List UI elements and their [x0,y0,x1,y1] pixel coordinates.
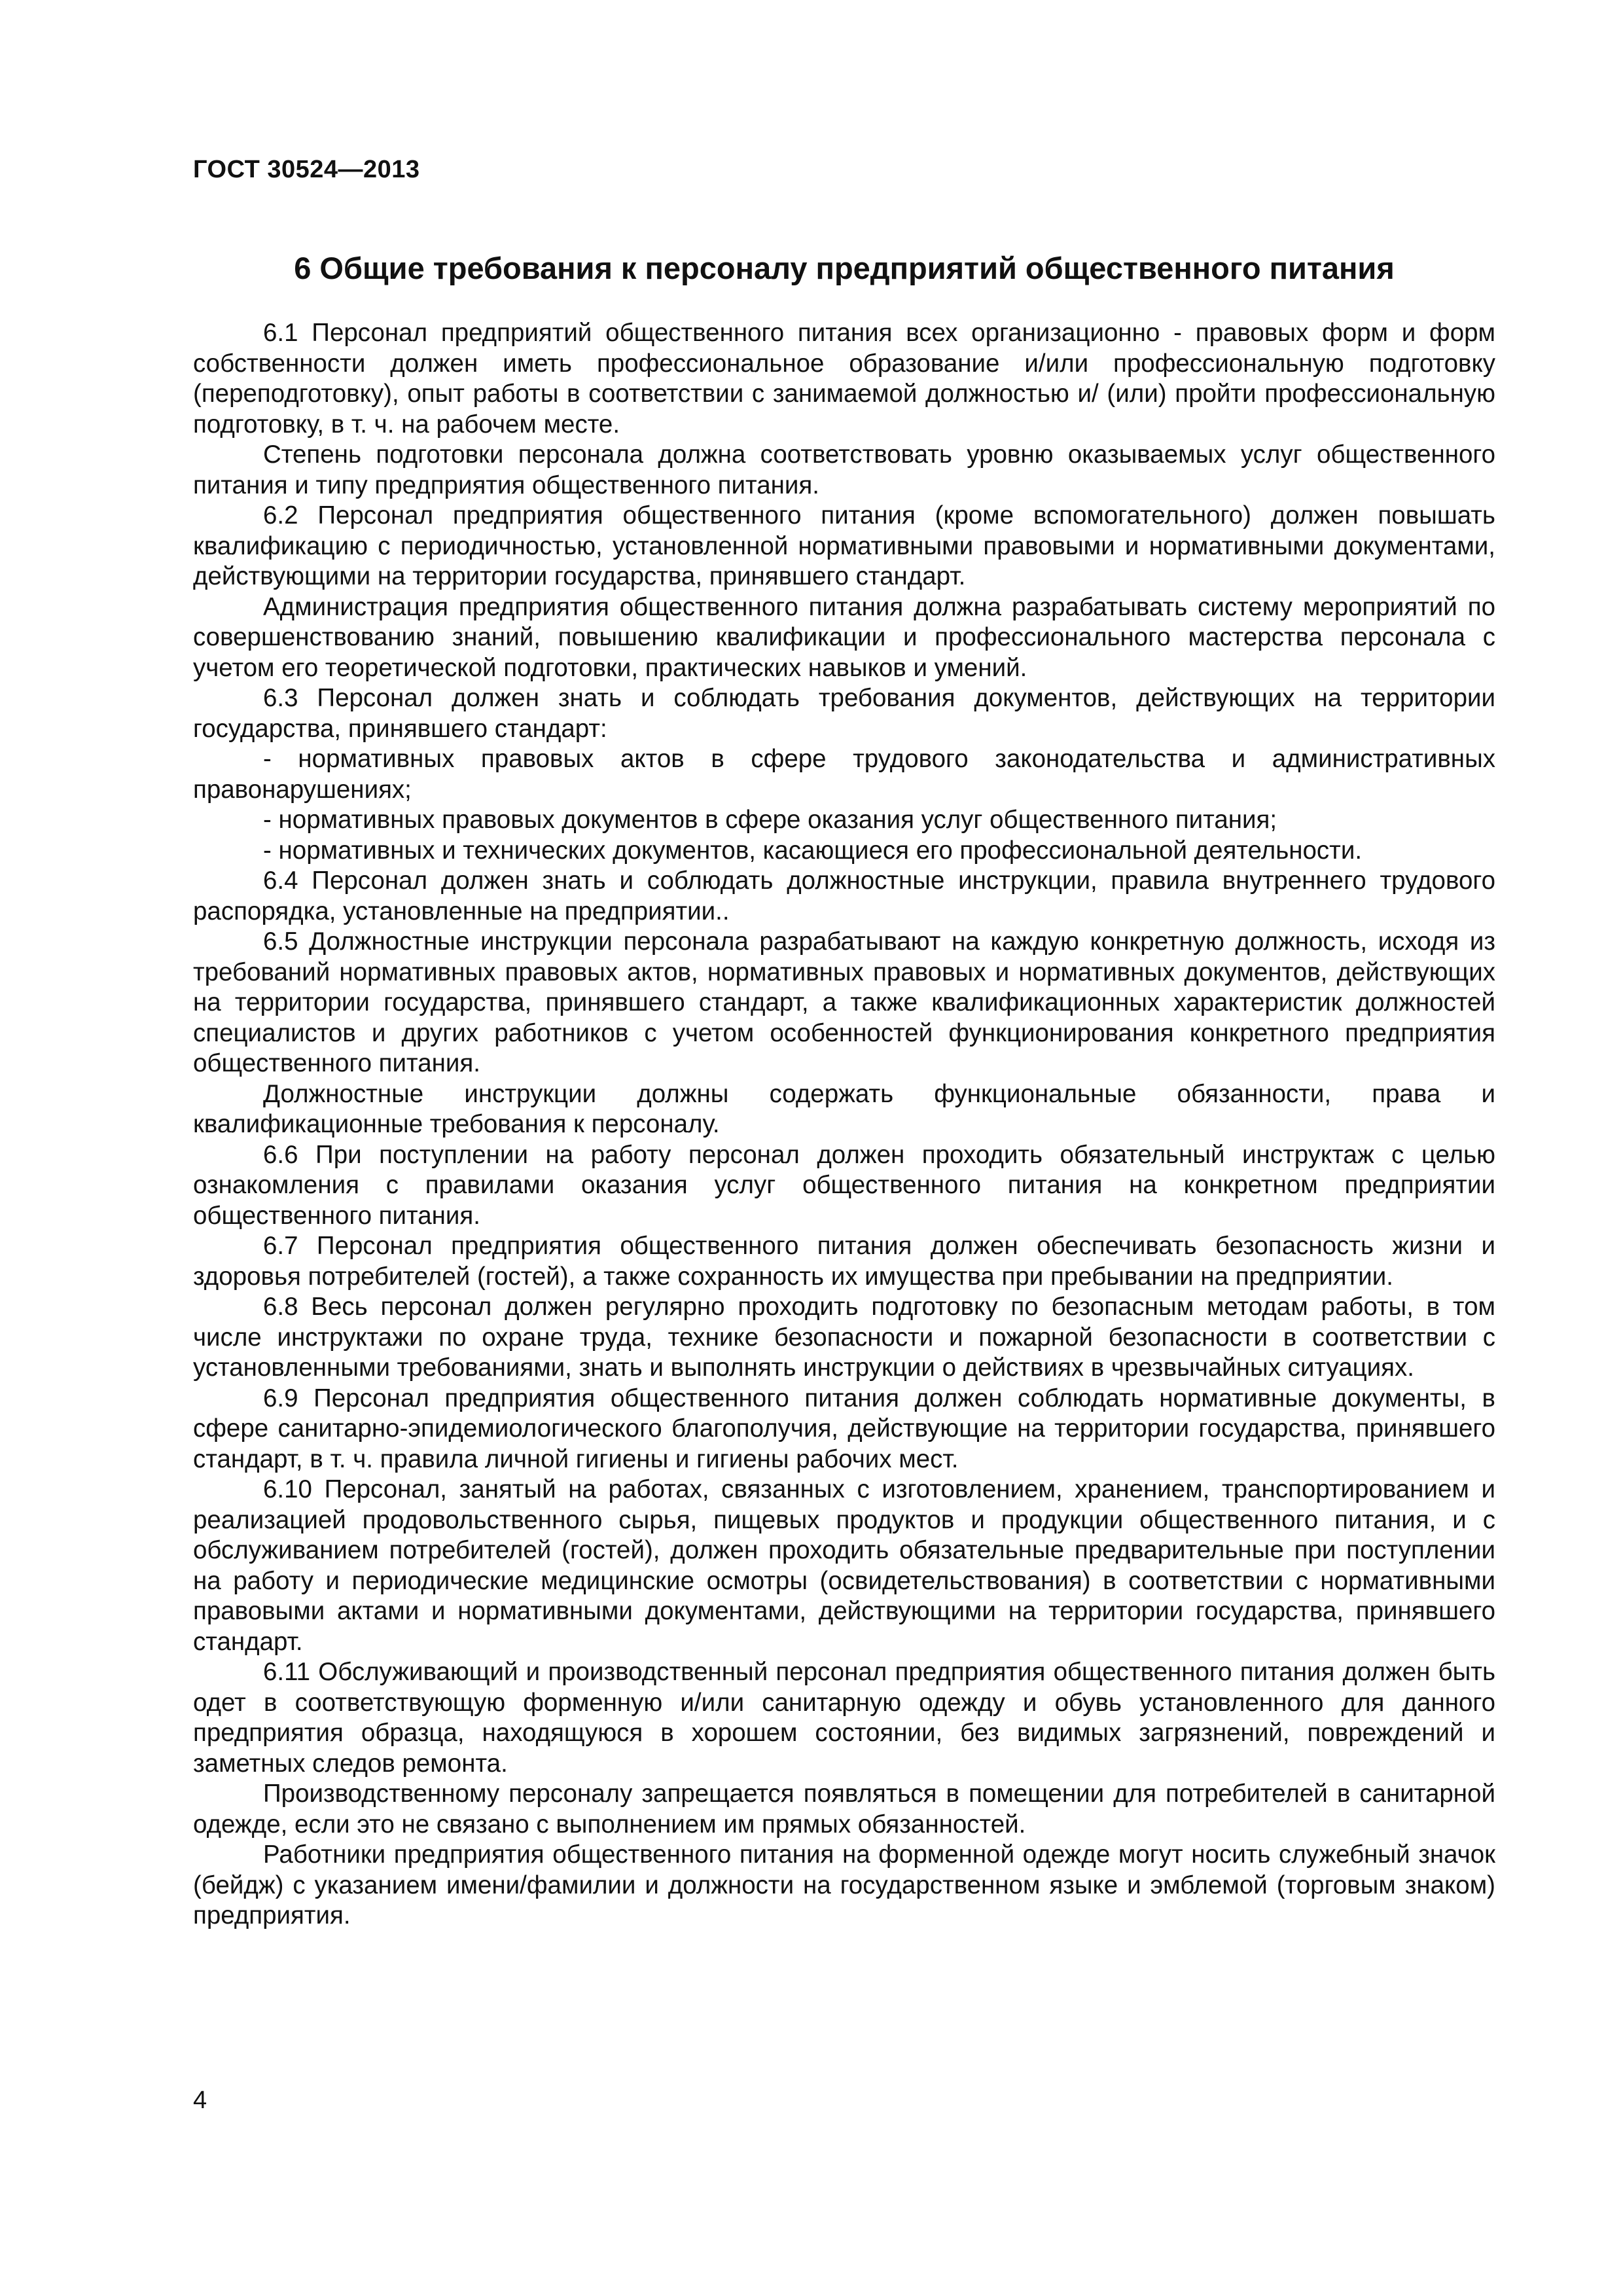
paragraph-6-3: 6.3 Персонал должен знать и соблюдать требования документов, действующих на территории государства, принявшего стандарт: [193,684,1495,743]
list-item-labor-law: - нормативных правовых актов в сфере трудового законодательства и административных правонарушениях; [193,745,1495,804]
paragraph-6-1-degree: Степень подготовки персонала должна соответствовать уровню оказываемых услуг общественного питания и типу предприятия общественного питания. [193,440,1495,499]
paragraph-6-10: 6.10 Персонал, занятый на работах, связанных с изготовлением, хранением, транспортированием и реализацией продовольственного сырья, пищевых продуктов и продукции общественного питания, и с обслуживанием потребителей (гостей), должен проходить обязательные предварительные при поступлении на работу и периодические медицинские осмотры (освидетельствования) в соответствии с нормативными правовыми актами и нормативными документами, действующими на территории государства, принявшего стандарт. [193,1475,1495,1656]
paragraph-6-5-instructions: Должностные инструкции должны содержать функциональные обязанности, права и квалификационные требования к персоналу. [193,1079,1495,1138]
paragraph-6-1: 6.1 Персонал предприятий общественного питания всех организационно - правовых форм и форм собственности должен иметь профессиональное образование и/или профессиональную подготовку (переподготовку), опыт работы в соответствии с занимаемой должностью и/ (или) пройти профессиональную подготовку, в т. ч. на рабочем месте. [193,319,1495,439]
list-item-service-docs: - нормативных правовых документов в сфере оказания услуг общественного питания; [263,806,1277,834]
paragraph-6-2-administration: Администрация предприятия общественного питания должна разрабатывать систему мероприятий по совершенствованию знаний, повышению квалификации и профессионального мастерства персонала с учетом его теоретической подготовки, практических навыков и умений. [193,592,1495,682]
document-id: ГОСТ 30524—2013 [193,156,420,183]
paragraph-6-11-badge: Работники предприятия общественного питания на форменной одежде могут носить служебный значок (бейдж) с указанием имени/фамилии и должности на государственном языке и эмблемой (торговым знаком) предприятия. [193,1840,1495,1929]
paragraph-6-11-restriction: Производственному персоналу запрещается появляться в помещении для потребителей в санитарной одежде, если это не связано с выполнением им прямых обязанностей. [193,1780,1495,1839]
paragraph-6-2: 6.2 Персонал предприятия общественного питания (кроме вспомогательного) должен повышать квалификацию с периодичностью, установленной нормативными правовыми и нормативными документами, действующими на территории государства, принявшего стандарт. [193,501,1495,590]
paragraph-6-4: 6.4 Персонал должен знать и соблюдать должностные инструкции, правила внутреннего трудового распорядка, установленные на предприятии.. [193,867,1495,925]
section-title: 6 Общие требования к персоналу предприятий общественного питания [294,251,1395,285]
document-body [193,318,1495,1931]
paragraph-6-5: 6.5 Должностные инструкции персонала разрабатывают на каждую конкретную должность, исходя из требований нормативных правовых актов, нормативных правовых и нормативных документов, действующих на территории государства, принявшего стандарт, а также квалификационных характеристик должностей специалистов и других работников с учетом особенностей функционирования конкретного предприятия общественного питания. [193,927,1495,1077]
paragraph-6-8: 6.8 Весь персонал должен регулярно проходить подготовку по безопасным методам работы, в том числе инструктажи по охране труда, технике безопасности и пожарной безопасности в соответствии с установленными требованиями, знать и выполнять инструкции о действиях в чрезвычайных ситуациях. [193,1293,1495,1382]
paragraph-6-9: 6.9 Персонал предприятия общественного питания должен соблюдать нормативные документы, в сфере санитарно-эпидемиологического благополучия, действующие на территории государства, принявшего стандарт, в т. ч. правила личной гигиены и гигиены рабочих мест. [193,1384,1495,1473]
list-item-technical-docs: - нормативных и технических документов, касающиеся его профессиональной деятельности. [263,836,1363,865]
paragraph-6-6: 6.6 При поступлении на работу персонал должен проходить обязательный инструктаж с целью ознакомления с правилами оказания услуг общественного питания на конкретном предприятии общественного питания. [193,1140,1495,1230]
paragraph-6-11: 6.11 Обслуживающий и производственный персонал предприятия общественного питания должен быть одет в соответствующую форменную и/или санитарную одежду и обувь установленного для данного предприятия образца, находящуюся в хорошем состоянии, без видимых загрязнений, повреждений и заметных следов ремонта. [193,1658,1495,1778]
page-number: 4 [193,2087,207,2114]
paragraph-6-7: 6.7 Персонал предприятия общественного питания должен обеспечивать безопасность жизни и здоровья потребителей (гостей), а также сохранность их имущества при пребывании на предприятии. [193,1232,1495,1291]
